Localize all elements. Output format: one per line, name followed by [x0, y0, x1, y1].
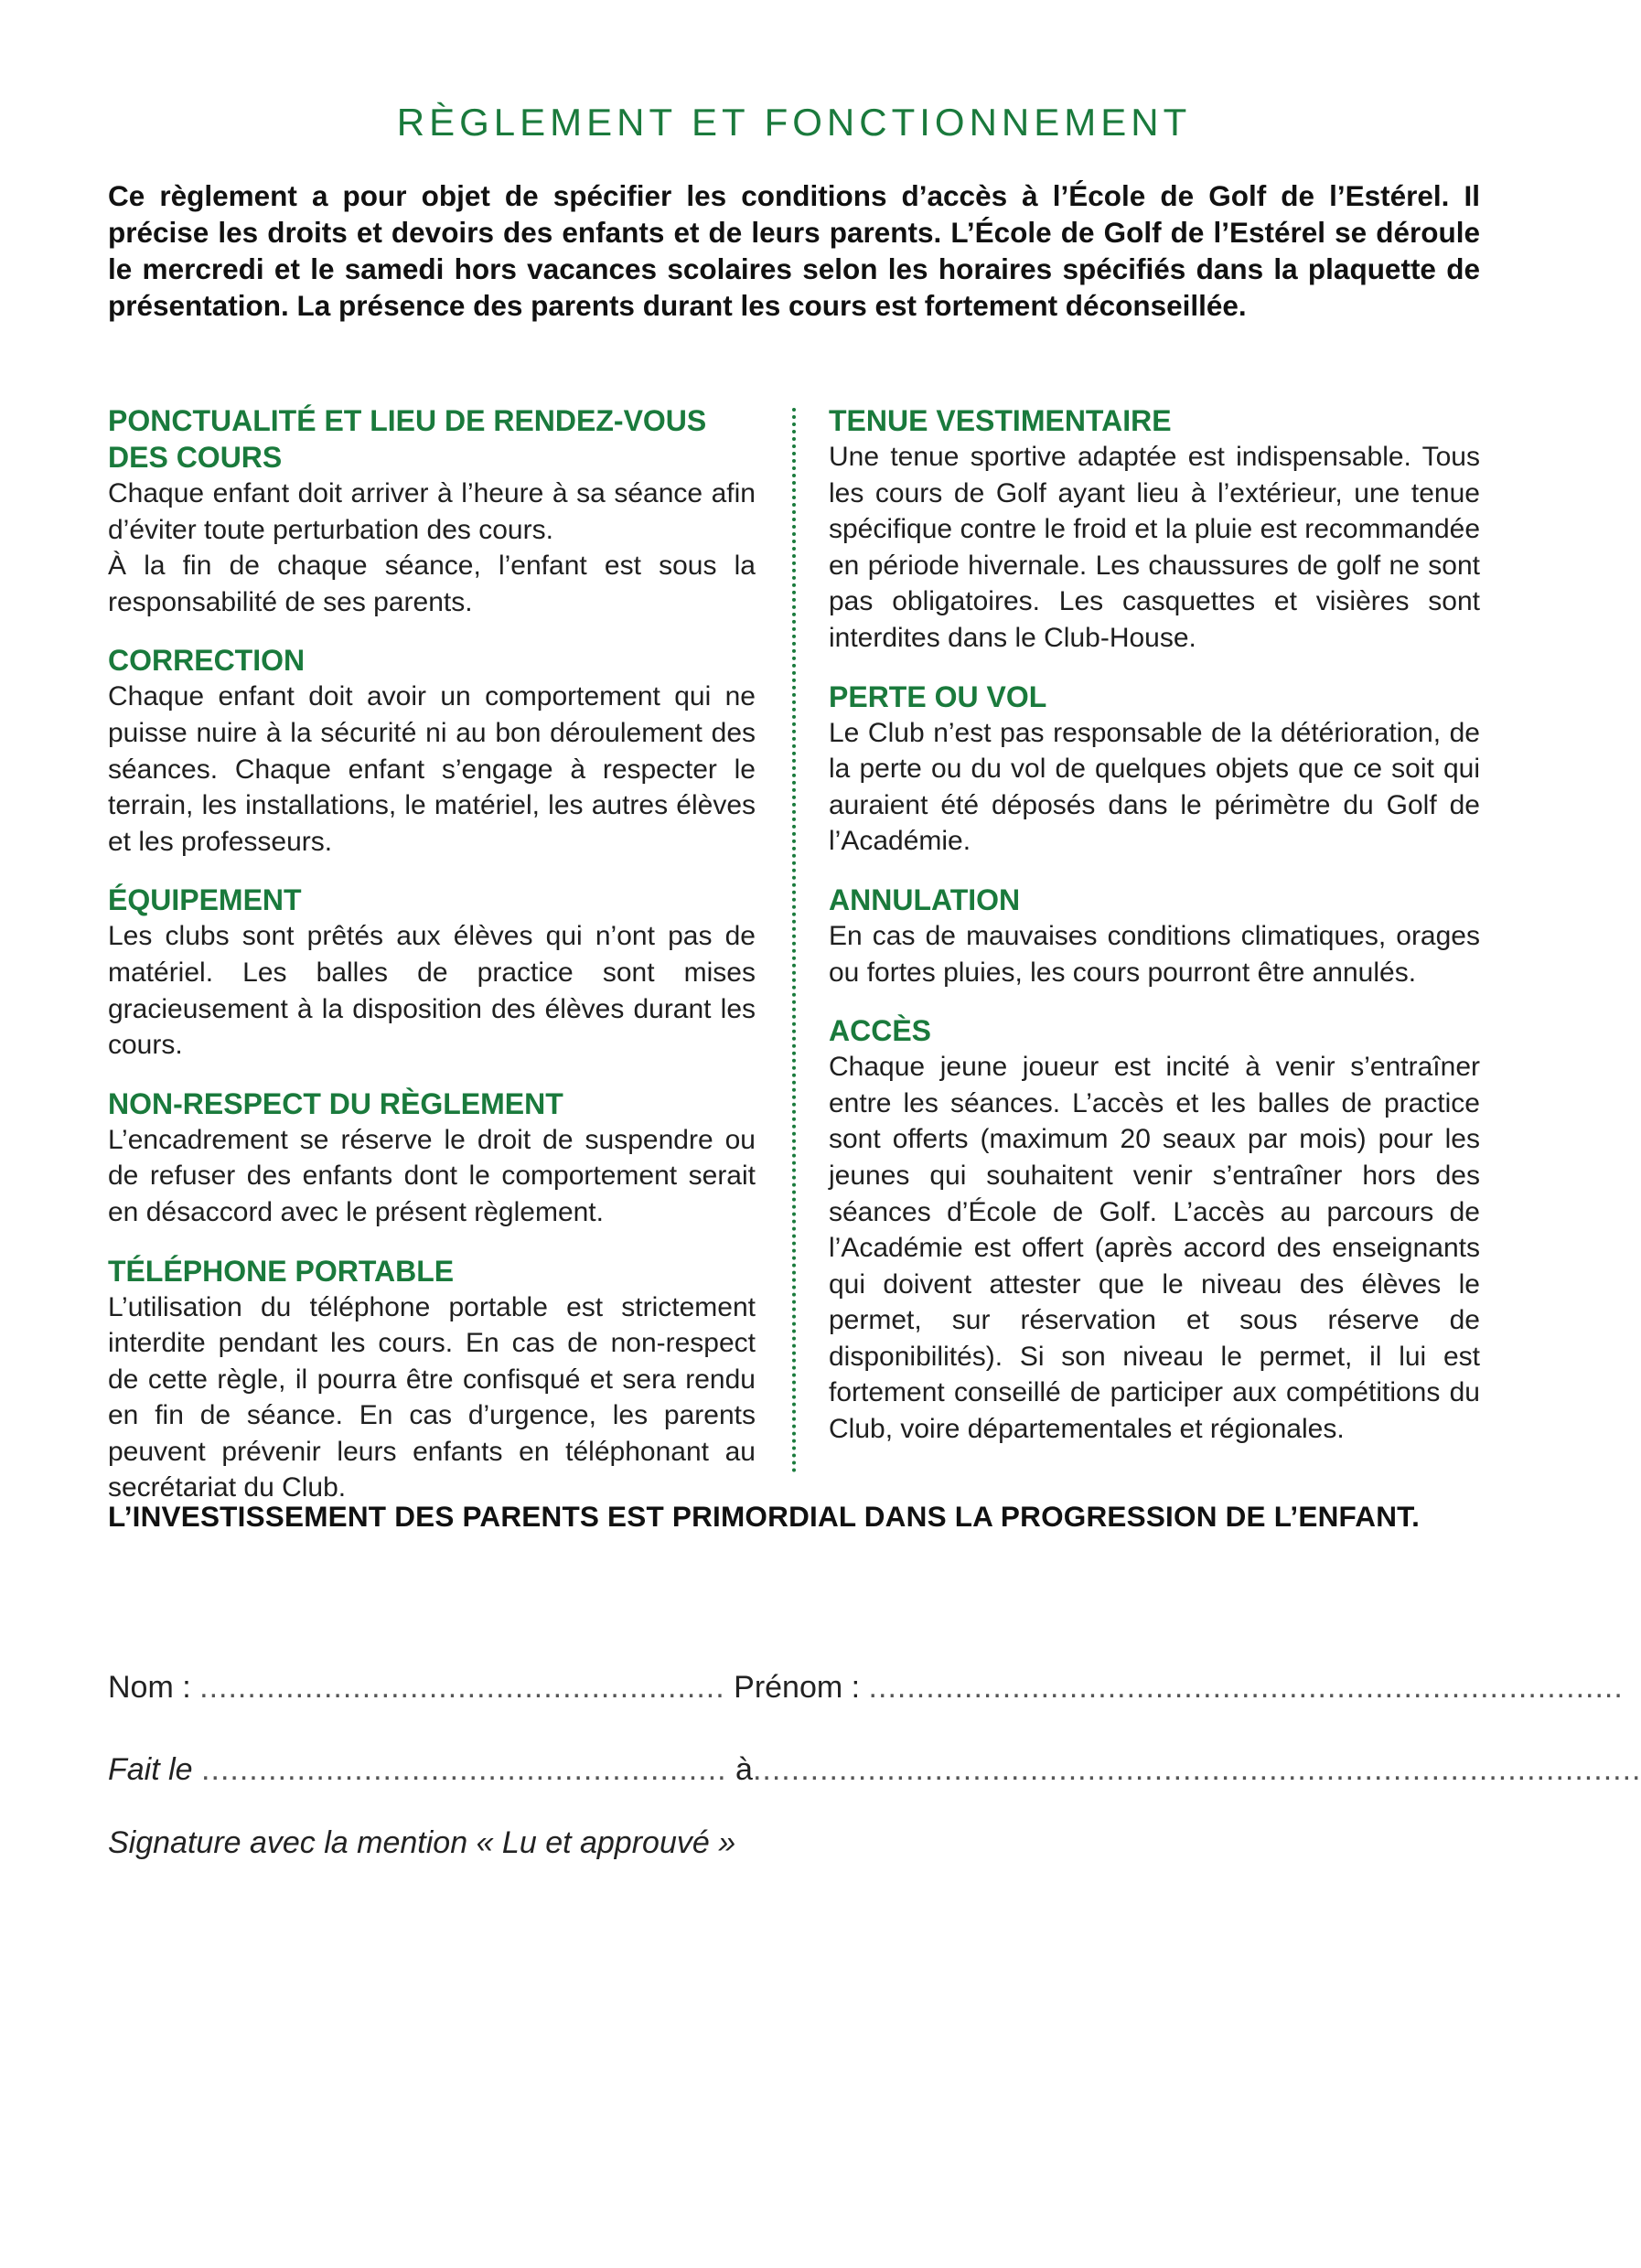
section-body [829, 715, 1480, 860]
section-paragraph: À la fin de chaque séance, l’enfant est sous la responsabilité de ses parents. [108, 551, 756, 617]
section-body [108, 1122, 756, 1231]
section-body [829, 439, 1480, 657]
section [829, 679, 1480, 860]
closing-statement: L’INVESTISSEMENT DES PARENTS EST PRIMORDIAL DANS LA PROGRESSION DE L’ENFANT. [108, 1500, 1421, 1533]
a-label: à [735, 1752, 753, 1787]
section-body [108, 679, 756, 860]
intro-paragraph: Ce règlement a pour objet de spécifier les conditions d’accès à l’École de Golf de l’Estérel. Il précise les droits et devoirs des enfants et de leurs parents. L’École de Golf de l’Estérel se déroule le mercredi et le samedi hors vacances scolaires selon les horaires spécifiés dans la plaquette de présentation. La présence des parents durant les cours est fortement déconseillée. [108, 179, 1480, 322]
section-paragraph: Le Club n’est pas responsable de la détérioration, de la perte ou du vol de quelques objets que ce soit qui auraient été déposés dans le périmètre du Golf de l’Académie. [829, 717, 1480, 857]
name-row [108, 1670, 1624, 1706]
page-title: RÈGLEMENT ET FONCTIONNEMENT [396, 101, 1192, 144]
section-heading: ACCÈS [829, 1014, 932, 1048]
section [108, 882, 756, 1063]
section-paragraph: L’encadrement se réserve le droit de suspendre ou de refuser des enfants dont le comportement serait en désaccord avec le présent règlement. [108, 1124, 756, 1227]
section [108, 402, 756, 620]
section [829, 882, 1480, 990]
place-field[interactable]: ............................................................................................. [752, 1752, 1641, 1787]
prenom-label: Prénom : [734, 1670, 861, 1705]
section-heading: CORRECTION [108, 644, 306, 678]
right-column [829, 402, 1480, 1470]
section [108, 1086, 756, 1231]
section [108, 642, 756, 860]
section-body [108, 918, 756, 1063]
section-body [108, 476, 756, 620]
column-divider [792, 408, 796, 1473]
date-field[interactable]: ....................................................... [201, 1752, 727, 1787]
section-paragraph: Une tenue sportive adaptée est indispensable. Tous les cours de Golf ayant lieu à l’extérieur, une tenue spécifique contre le froid et la pluie est recommandée en période hivernale. Les chaussures de golf ne sont pas obligatoires. Les casquettes et visières sont interdites dans le Club-House. [829, 442, 1480, 653]
left-column [108, 402, 756, 1528]
fait-le-label: Fait le [108, 1752, 193, 1787]
section [108, 1253, 756, 1507]
signature-label: Signature avec la mention « Lu et approuvé » [108, 1825, 736, 1860]
section [829, 1012, 1480, 1448]
prenom-field[interactable]: ............................................................................... [868, 1670, 1624, 1705]
section-heading: PERTE OU VOL [829, 679, 1047, 713]
section-heading: TÉLÉPHONE PORTABLE [108, 1254, 455, 1288]
section-paragraph: Chaque jeune joueur est incité à venir s’entraîner entre les séances. L’accès et les balles de practice sont offerts (maximum 20 seaux par mois) pour les jeunes qui souhaitent venir s’entraîner hors des séances d’École de Golf. L’accès au parcours de l’Académie est offert (après accord des enseignants qui doivent attester que le niveau des élèves le permet, sur réservation et sous réserve de disponibilités). Si son niveau le permet, il lui est fortement conseillé de participer aux compétitions du Club, voire départementales et régionales. [829, 1052, 1480, 1445]
section-body [108, 1289, 756, 1507]
section-heading: ÉQUIPEMENT [108, 883, 302, 917]
section-heading: ANNULATION [829, 883, 1021, 916]
section-body [829, 1049, 1480, 1448]
section-paragraph: Les clubs sont prêtés aux élèves qui n’ont pas de matériel. Les balles de practice sont mises gracieusement à la disposition des élèves durant les cours. [108, 921, 756, 1061]
section-paragraph: En cas de mauvaises conditions climatiques, orages ou fortes pluies, les cours pourront être annulés. [829, 920, 1480, 988]
section-heading: NON-RESPECT DU RÈGLEMENT [108, 1086, 563, 1120]
section-paragraph: L’utilisation du téléphone portable est strictement interdite pendant les cours. En cas de non-respect de cette règle, il pourra être confisqué et sera rendu en fin de séance. En cas d’urgence, les parents peuvent prévenir leurs enfants en téléphonant au secrétariat du Club. [108, 1291, 756, 1503]
section-paragraph: Chaque enfant doit avoir un comportement qui ne puisse nuire à la sécurité ni au bon déroulement des séances. Chaque enfant s’engage à respecter le terrain, les installations, le matériel, les autres élèves et les professeurs. [108, 681, 756, 857]
section-heading: PONCTUALITÉ ET LIEU DE RENDEZ-VOUS DES COURS [108, 404, 707, 474]
section-heading: TENUE VESTIMENTAIRE [829, 404, 1172, 437]
section [829, 402, 1480, 657]
section-body [829, 918, 1480, 990]
nom-label: Nom : [108, 1670, 191, 1705]
date-place-row [108, 1752, 1641, 1788]
section-paragraph: Chaque enfant doit arriver à l’heure à sa séance afin d’éviter toute perturbation des cours. [108, 478, 756, 545]
nom-field[interactable]: ....................................................... [199, 1670, 725, 1705]
